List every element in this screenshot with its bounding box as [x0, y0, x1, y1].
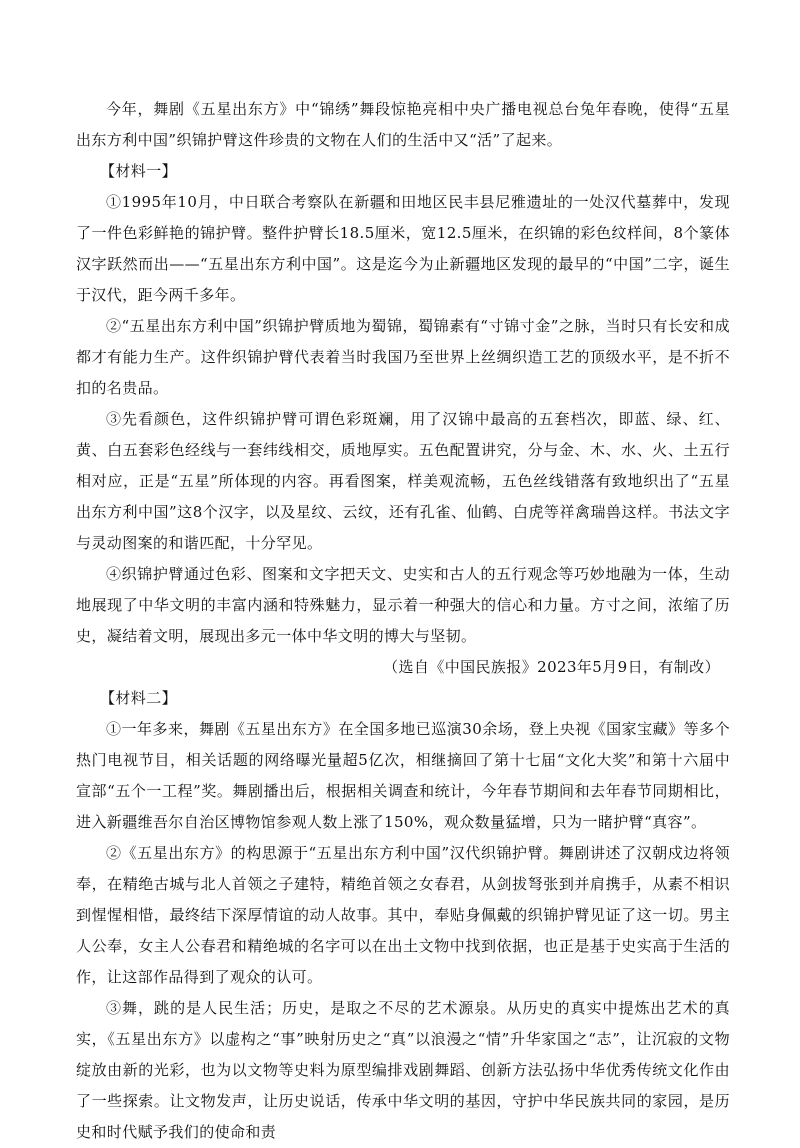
material-one-paragraph-4: ④织锦护臂通过色彩、图案和文字把天文、史实和古人的五行观念等巧妙地融为一体，生动地展现了中华文明的丰富内涵和特殊魅力，显示着一种强大的信心和力量。方寸之间，浓缩了历史，凝结着文明，展现出多元一体中华文明的博大与坚韧。 — [76, 565, 730, 645]
intro-paragraph: 今年，舞剧《五星出东方》中“锦绣”舞段惊艳亮相中央广播电视总台兔年春晚，使得“五星出东方利中国”织锦护臂这件珍贵的文物在人们的生活中又“活”了起来。 — [76, 100, 730, 149]
material-two-paragraph-1: ①一年多来，舞剧《五星出东方》在全国多地已巡演30余场，登上央视《国家宝藏》等多个热门电视节目，相关话题的网络曝光量超5亿次，相继摘回了第十七届“文化大奖”和第十六届中宣部“五个一工程”奖。舞剧播出后，根据相关调查和统计，今年春节期间和去年春节同期相比，进入新疆维吾尔自治区博物馆参观人数上涨了150%，观众数量猛增，只为一睹护臂“真容”。 — [76, 720, 730, 831]
material-one-heading: 【材料一】 — [100, 162, 178, 180]
material-two-paragraph-3: ③舞，跳的是人民生活；历史，是取之不尽的艺术源泉。从历史的真实中提炼出艺术的真实，《五星出东方》以虚构之“事”映射历史之“真”以浪漫之“情”升华家国之“志”，让沉寂的文物绽放由新的光彩，也为以文物等史料为原型编排戏剧舞蹈、创新方法弘扬中华优秀传统文化作由了一些探索。让文物发声，让历史说话，传承中华文明的基因，守护中华民族共同的家园，是历史和时代赋予我们的使命和责 — [76, 999, 730, 1141]
material-one-source: （选自《中国民族报》2023年5月9日，有制改） — [383, 658, 720, 676]
material-one-paragraph-2: ②“五星出东方利中国”织锦护臂质地为蜀锦，蜀锦素有“寸锦寸金”之脉，当时只有长安和成都才有能力生产。这件织锦护臂代表着当时我国乃至世界上丝绸织造工艺的顶级水平，是不折不扣的名贵品。 — [76, 317, 730, 397]
material-one-paragraph-3: ③先看颜色，这件织锦护臂可谓色彩斑斓，用了汉锦中最高的五套档次，即蓝、绿、红、黄、白五套彩色经线与一套纬线相交，质地厚实。五色配置讲究，分与金、木、水、火、土五行相对应，正是“五星”所体现的内容。再看图案，样美观流畅，五色丝线错落有致地织出了“五星出东方利中国”这8个汉字，以及星纹、云纹，还有孔雀、仙鹤、白虎等祥禽瑞兽这样。书法文字与灵动图案的和谐匹配，十分罕见。 — [76, 410, 730, 552]
material-two-heading: 【材料二】 — [100, 689, 178, 707]
material-one-paragraph-1: ①1995年10月，中日联合考察队在新疆和田地区民丰县尼雅遗址的一处汉代墓葬中，发现了一件色彩鲜艳的锦护臂。整件护臂长18.5厘米，宽12.5厘米，在织锦的彩色纹样间，8个篆体汉字跃然而出——“五星出东方利中国”。这是迄今为止新疆地区发现的最早的“中国”二字，诞生于汉代，距今两千多年。 — [76, 193, 730, 304]
material-two-paragraph-2: ②《五星出东方》的构思源于“五星出东方利中国”汉代织锦护臂。舞剧讲述了汉朝戍边将领奉，在精绝古城与北人首领之子建特，精绝首领之女春君，从剑拔弩张到并肩携手，从素不相识到惺惺相惜，最终结下深厚情谊的动人故事。其中，奉贴身佩戴的织锦护臂见证了这一切。男主人公奉，女主人公春君和精绝城的名字可以在出土文物中找到依据，也正是基于史实高于生活的作，让这部作品得到了观众的认可。 — [76, 844, 730, 986]
